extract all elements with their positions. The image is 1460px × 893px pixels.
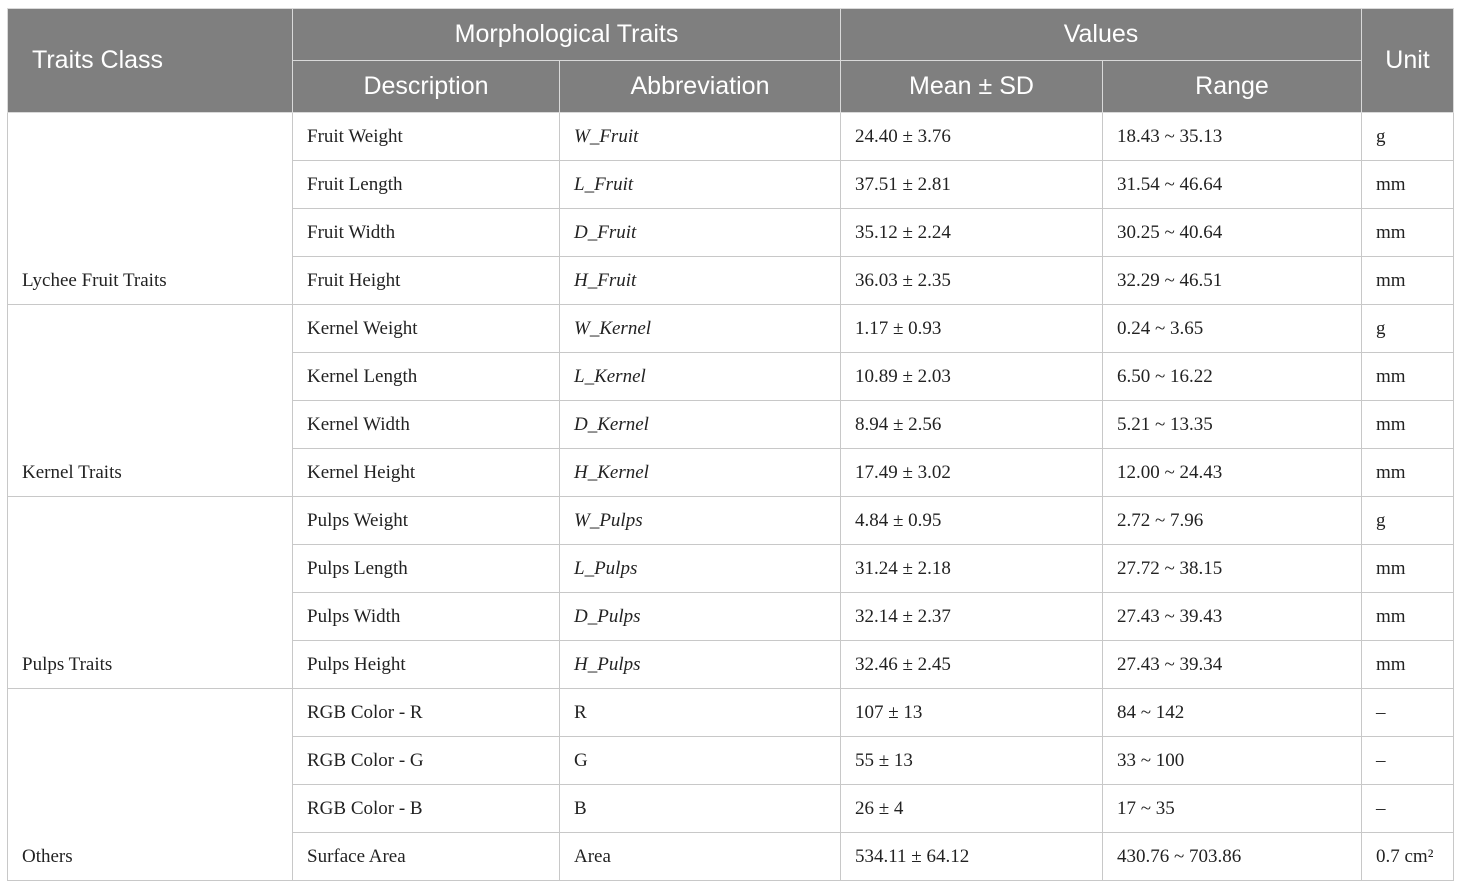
unit-cell: g — [1362, 113, 1454, 161]
traits-class-cell: Others — [8, 689, 293, 881]
abbreviation-cell: R — [560, 689, 841, 737]
abbreviation-cell: W_Kernel — [560, 305, 841, 353]
header-unit: Unit — [1362, 9, 1454, 113]
header-traits-class: Traits Class — [8, 9, 293, 113]
table-header — [8, 9, 1454, 113]
range-cell: 430.76 ~ 703.86 — [1103, 833, 1362, 881]
unit-cell: mm — [1362, 593, 1454, 641]
mean-sd-cell: 534.11 ± 64.12 — [841, 833, 1103, 881]
traits-class-cell: Pulps Traits — [8, 497, 293, 689]
table-row — [8, 497, 1454, 545]
description-cell: Fruit Length — [293, 161, 560, 209]
table-row — [8, 689, 1454, 737]
description-cell: Kernel Weight — [293, 305, 560, 353]
range-cell: 33 ~ 100 — [1103, 737, 1362, 785]
range-cell: 2.72 ~ 7.96 — [1103, 497, 1362, 545]
unit-cell: mm — [1362, 545, 1454, 593]
mean-sd-cell: 24.40 ± 3.76 — [841, 113, 1103, 161]
unit-cell: mm — [1362, 209, 1454, 257]
description-cell: Kernel Height — [293, 449, 560, 497]
description-cell: Kernel Length — [293, 353, 560, 401]
mean-sd-cell: 4.84 ± 0.95 — [841, 497, 1103, 545]
abbreviation-cell: H_Kernel — [560, 449, 841, 497]
mean-sd-cell: 31.24 ± 2.18 — [841, 545, 1103, 593]
unit-cell: mm — [1362, 449, 1454, 497]
mean-sd-cell: 32.14 ± 2.37 — [841, 593, 1103, 641]
abbreviation-cell: L_Pulps — [560, 545, 841, 593]
unit-cell: g — [1362, 305, 1454, 353]
mean-sd-cell: 37.51 ± 2.81 — [841, 161, 1103, 209]
unit-cell: mm — [1362, 257, 1454, 305]
description-cell: Kernel Width — [293, 401, 560, 449]
header-range: Range — [1103, 61, 1362, 113]
description-cell: RGB Color - G — [293, 737, 560, 785]
range-cell: 6.50 ~ 16.22 — [1103, 353, 1362, 401]
header-description: Description — [293, 61, 560, 113]
mean-sd-cell: 36.03 ± 2.35 — [841, 257, 1103, 305]
abbreviation-cell: H_Pulps — [560, 641, 841, 689]
table-row — [8, 305, 1454, 353]
range-cell: 5.21 ~ 13.35 — [1103, 401, 1362, 449]
description-cell: Surface Area — [293, 833, 560, 881]
abbreviation-cell: Area — [560, 833, 841, 881]
abbreviation-cell: D_Pulps — [560, 593, 841, 641]
range-cell: 32.29 ~ 46.51 — [1103, 257, 1362, 305]
abbreviation-cell: W_Pulps — [560, 497, 841, 545]
description-cell: Pulps Weight — [293, 497, 560, 545]
header-abbreviation: Abbreviation — [560, 61, 841, 113]
range-cell: 27.72 ~ 38.15 — [1103, 545, 1362, 593]
description-cell: Pulps Length — [293, 545, 560, 593]
mean-sd-cell: 32.46 ± 2.45 — [841, 641, 1103, 689]
mean-sd-cell: 10.89 ± 2.03 — [841, 353, 1103, 401]
description-cell: RGB Color - B — [293, 785, 560, 833]
mean-sd-cell: 17.49 ± 3.02 — [841, 449, 1103, 497]
unit-cell: – — [1362, 785, 1454, 833]
abbreviation-cell: D_Fruit — [560, 209, 841, 257]
range-cell: 12.00 ~ 24.43 — [1103, 449, 1362, 497]
table-body — [8, 113, 1454, 881]
range-cell: 27.43 ~ 39.34 — [1103, 641, 1362, 689]
traits-table — [7, 8, 1454, 881]
abbreviation-cell: L_Kernel — [560, 353, 841, 401]
range-cell: 27.43 ~ 39.43 — [1103, 593, 1362, 641]
mean-sd-cell: 107 ± 13 — [841, 689, 1103, 737]
table-row — [8, 113, 1454, 161]
description-cell: Pulps Width — [293, 593, 560, 641]
traits-class-cell: Lychee Fruit Traits — [8, 113, 293, 305]
range-cell: 17 ~ 35 — [1103, 785, 1362, 833]
mean-sd-cell: 1.17 ± 0.93 — [841, 305, 1103, 353]
abbreviation-cell: L_Fruit — [560, 161, 841, 209]
range-cell: 0.24 ~ 3.65 — [1103, 305, 1362, 353]
header-morphological-traits: Morphological Traits — [293, 9, 841, 61]
abbreviation-cell: G — [560, 737, 841, 785]
description-cell: Fruit Height — [293, 257, 560, 305]
description-cell: Pulps Height — [293, 641, 560, 689]
abbreviation-cell: W_Fruit — [560, 113, 841, 161]
mean-sd-cell: 8.94 ± 2.56 — [841, 401, 1103, 449]
mean-sd-cell: 55 ± 13 — [841, 737, 1103, 785]
range-cell: 84 ~ 142 — [1103, 689, 1362, 737]
unit-cell: 0.7 cm² — [1362, 833, 1454, 881]
unit-cell: mm — [1362, 401, 1454, 449]
unit-cell: mm — [1362, 353, 1454, 401]
unit-cell: mm — [1362, 161, 1454, 209]
abbreviation-cell: B — [560, 785, 841, 833]
mean-sd-cell: 26 ± 4 — [841, 785, 1103, 833]
range-cell: 18.43 ~ 35.13 — [1103, 113, 1362, 161]
traits-class-cell: Kernel Traits — [8, 305, 293, 497]
range-cell: 31.54 ~ 46.64 — [1103, 161, 1362, 209]
description-cell: RGB Color - R — [293, 689, 560, 737]
mean-sd-cell: 35.12 ± 2.24 — [841, 209, 1103, 257]
description-cell: Fruit Weight — [293, 113, 560, 161]
range-cell: 30.25 ~ 40.64 — [1103, 209, 1362, 257]
header-values: Values — [841, 9, 1362, 61]
unit-cell: – — [1362, 689, 1454, 737]
unit-cell: g — [1362, 497, 1454, 545]
unit-cell: – — [1362, 737, 1454, 785]
description-cell: Fruit Width — [293, 209, 560, 257]
unit-cell: mm — [1362, 641, 1454, 689]
abbreviation-cell: H_Fruit — [560, 257, 841, 305]
abbreviation-cell: D_Kernel — [560, 401, 841, 449]
header-mean-sd: Mean ± SD — [841, 61, 1103, 113]
